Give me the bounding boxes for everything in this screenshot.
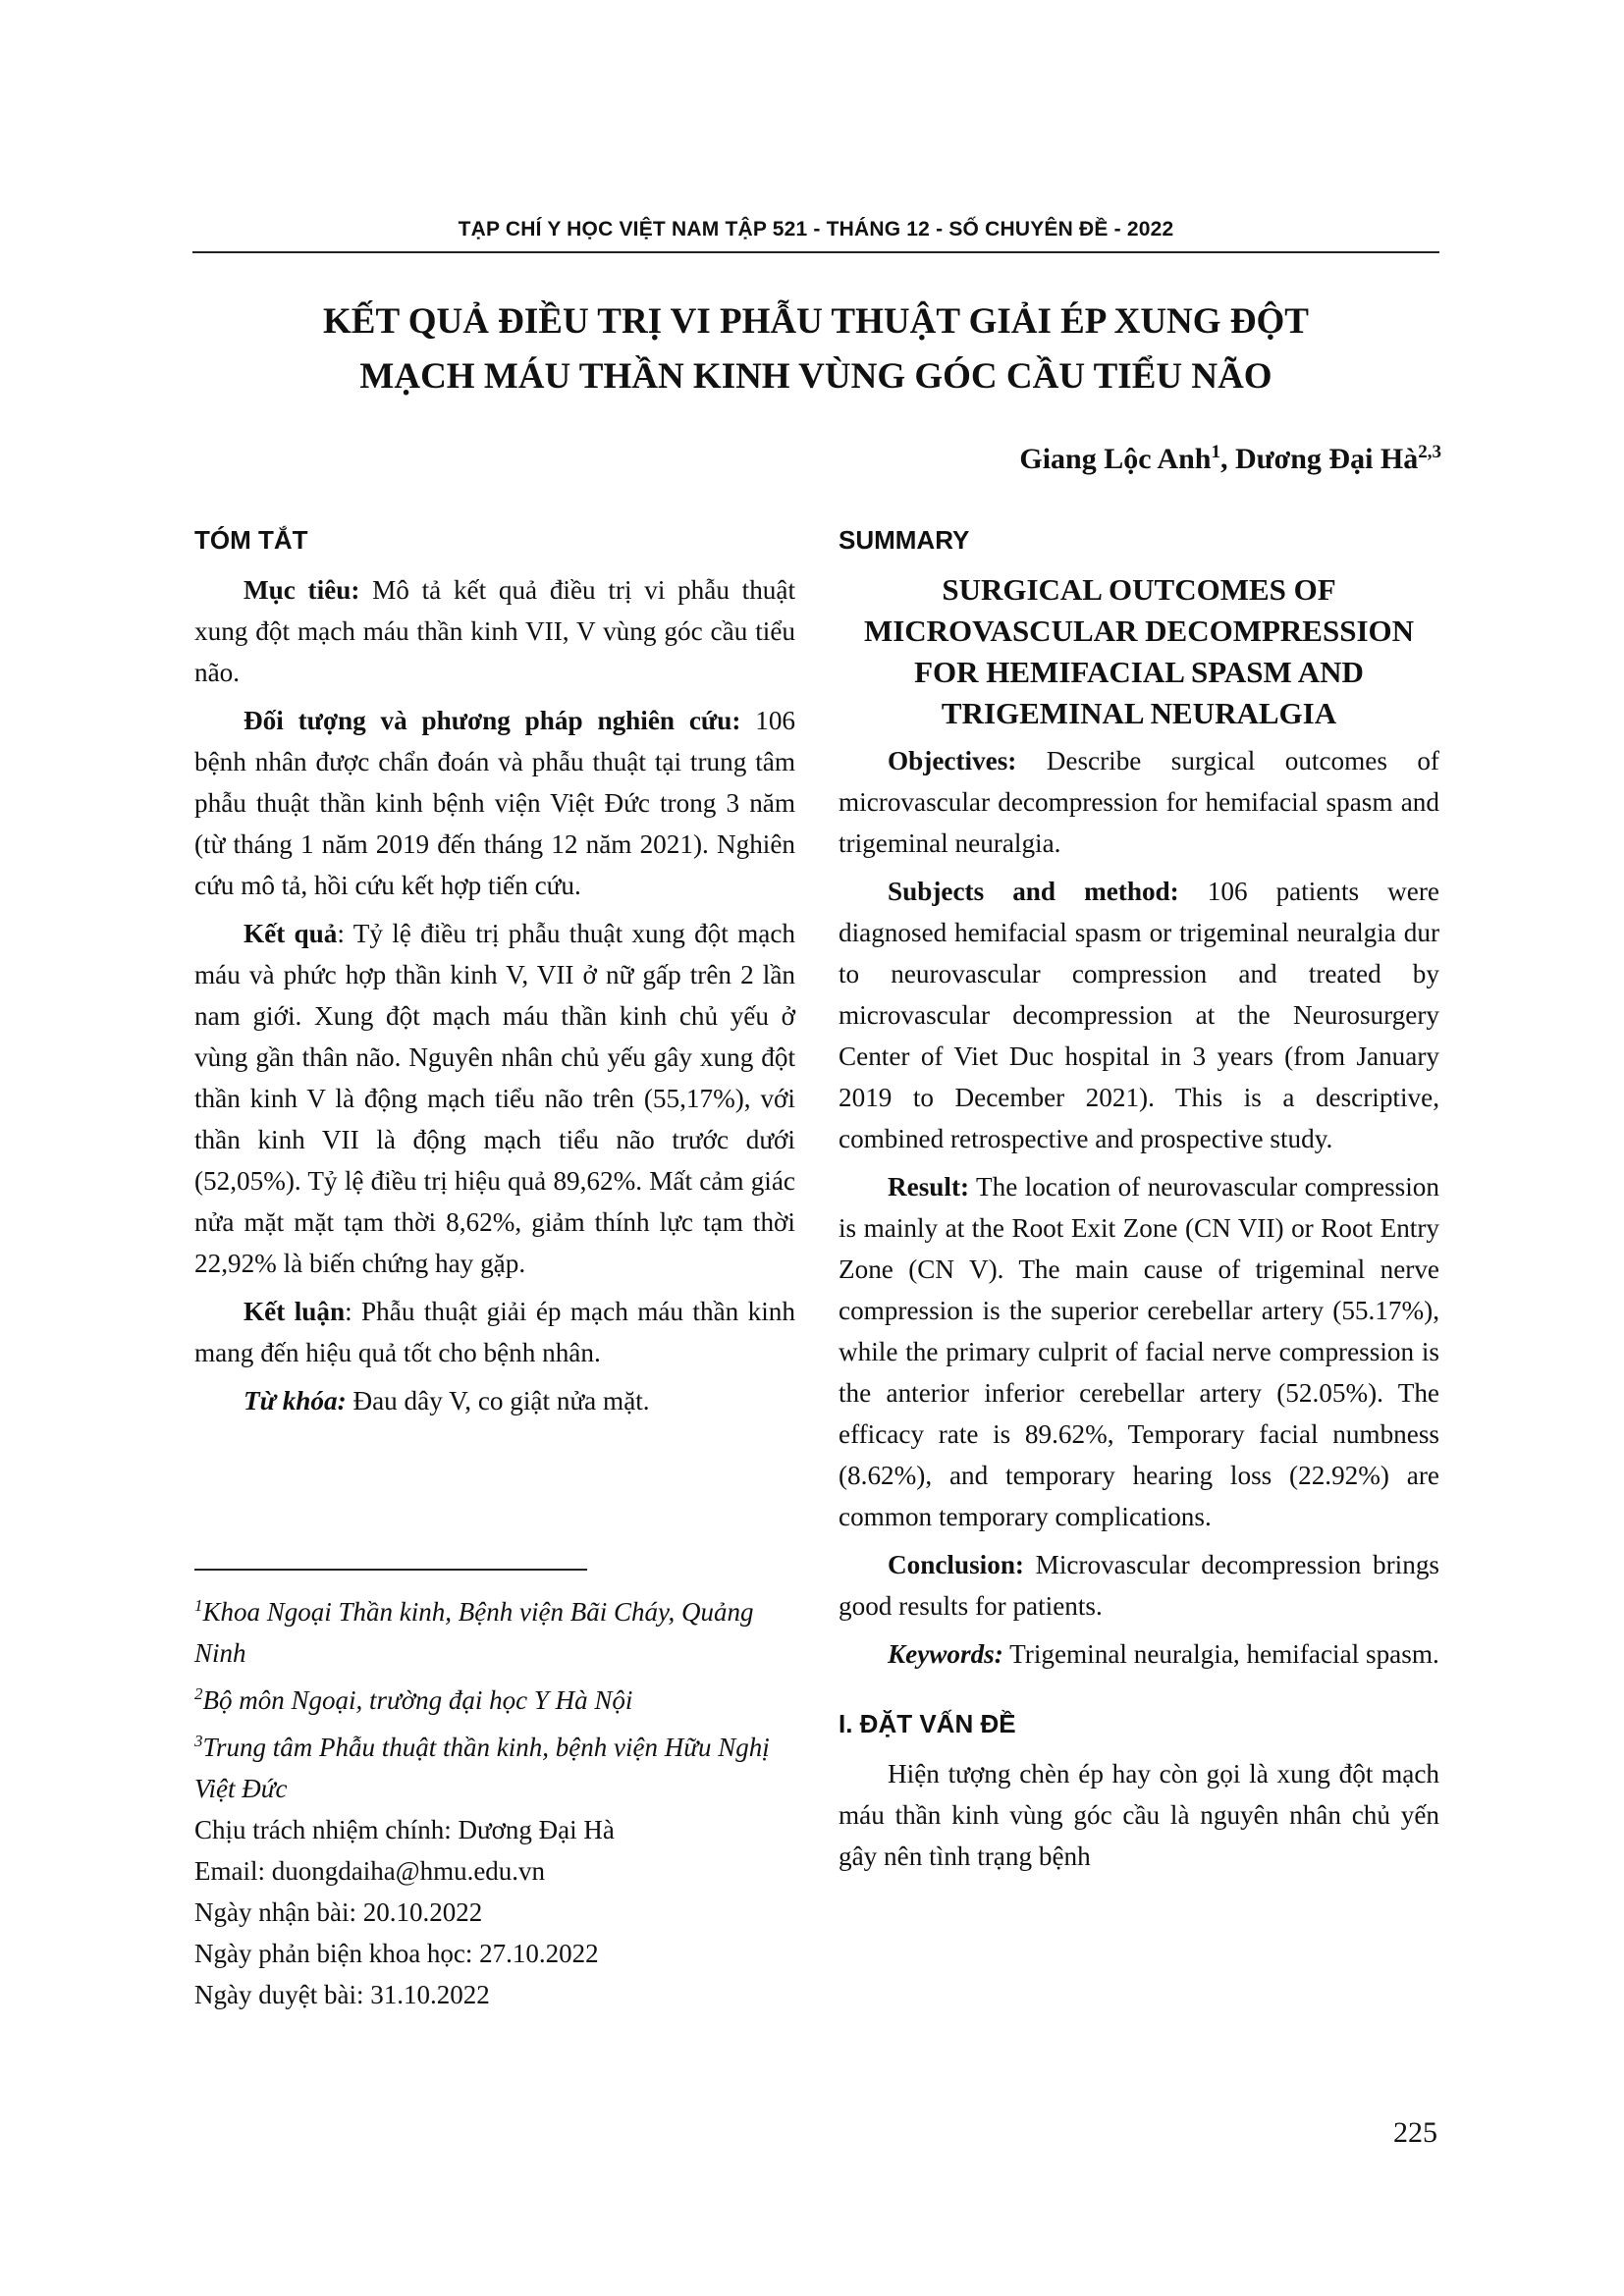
- abstract-heading-vi: TÓM TẮT: [194, 525, 308, 555]
- summary-keywords: Keywords: Trigeminal neuralgia, hemifacial spasm.: [888, 1639, 1439, 1669]
- author-1: Giang Lộc Anh: [1019, 443, 1212, 475]
- author-1-affiliation: 1: [1211, 442, 1220, 462]
- summary-subjects: Subjects and method: 106 patients were diagnosed hemifacial spasm or trigeminal neuralgia dur to neurovascular compression and treated by microvascular decompression at the Neurosurgery Center of Viet Duc hospital in 3 years (from January 2019 to December 2021). This is a descriptive, combined retrospective and prospective study.: [839, 877, 1439, 1153]
- article-title: [192, 294, 1439, 404]
- author-2: Dương Đại Hà: [1234, 443, 1419, 475]
- date-approved: Ngày duyệt bài: 31.10.2022: [194, 1980, 490, 2009]
- footnote-1: $^1$Khoa Ngoại Thần kinh, Bệnh viện Bãi Cháy, Quảng Ninh: [194, 1596, 754, 1668]
- result-label: Kết quả: [244, 919, 338, 948]
- english-title: SURGICAL OUTCOMES OF MICROVASCULAR DECOMPRESSION FOR HEMIFACIAL SPASM AND TRIGEMINAL NEURALGIA: [863, 572, 1415, 730]
- summary-objectives: Objectives: Describe surgical outcomes of microvascular decompression for hemifacial spasm and trigeminal neuralgia.: [839, 746, 1439, 858]
- conclusion-label: Kết luận: [244, 1297, 346, 1326]
- page-number: 225: [1393, 2116, 1437, 2149]
- abstract-keywords: [194, 1380, 795, 1421]
- method-text: 106 bệnh nhân được chẩn đoán và phẫu thuật tại trung tâm phẫu thuật thần kinh bệnh viện Việt Đức trong 3 năm (từ tháng 1 năm 2019 đến tháng 12 năm 2021). Nghiên cứu mô tả, hồi cứu kết hợp tiến cứu.: [194, 706, 795, 900]
- keywords-text: Đau dây V, co giật nửa mặt.: [346, 1386, 650, 1415]
- conclusion-text: : Phẫu thuật giải ép mạch máu thần kinh mang đến hiệu quả tốt cho bệnh nhân.: [194, 1297, 795, 1367]
- author-2-affiliation: 2,3: [1418, 442, 1441, 462]
- footnotes: [194, 1585, 795, 2015]
- email: Email: duongdaiha@hmu.edu.vn: [194, 1856, 546, 1886]
- author-separator: ,: [1219, 443, 1235, 475]
- intro-paragraph: Hiện tượng chèn ép hay còn gọi là xung đột mạch máu thần kinh vùng góc cầu là nguyên nhân chủ yến gây nên tình trạng bệnh: [839, 1759, 1439, 1871]
- title-line-2: MẠCH MÁU THẦN KINH VÙNG GÓC CẦU TIỂU NÃO: [359, 356, 1272, 397]
- date-reviewed: Ngày phản biện khoa học: 27.10.2022: [194, 1939, 599, 1968]
- abstract-objective: [194, 569, 795, 693]
- objective-label: Mục tiêu:: [244, 575, 360, 605]
- keywords-label: Từ khóa:: [244, 1386, 347, 1415]
- intro-heading: I. ĐẶT VẤN ĐỀ: [839, 1709, 1016, 1738]
- abstract-conclusion: [194, 1291, 795, 1373]
- abstract-result: [194, 913, 795, 1284]
- header-rule: [192, 251, 1439, 253]
- date-received: Ngày nhận bài: 20.10.2022: [194, 1897, 483, 1927]
- left-column: [194, 520, 795, 1428]
- footnote-rule: [194, 1569, 587, 1571]
- running-head: TẠP CHÍ Y HỌC VIỆT NAM TẬP 521 - THÁNG 12 - SỐ CHUYÊN ĐỀ - 2022: [458, 218, 1174, 240]
- summary-heading: SUMMARY: [839, 525, 970, 555]
- title-line-1: KẾT QUẢ ĐIỀU TRỊ VI PHẪU THUẬT GIẢI ÉP XUNG ĐỘT: [322, 301, 1309, 342]
- summary-conclusion: Conclusion: Microvascular decompression brings good results for patients.: [839, 1550, 1439, 1621]
- right-column: [839, 520, 1439, 1884]
- objective-text: Mô tả kết quả điều trị vi phẫu thuật xung đột mạch máu thần kinh VII, V vùng góc cầu tiểu não.: [194, 575, 796, 687]
- summary-result: Result: The location of neurovascular compression is mainly at the Root Exit Zone (CN VII) or Root Entry Zone (CN V). The main cause of trigeminal nerve compression is the superior cerebellar artery (55.17%), while the primary culprit of facial nerve compression is the anterior inferior cerebellar artery (52.05%). The efficacy rate is 89.62%, Temporary facial numbness (8.62%), and temporary hearing loss (22.92%) are common temporary complications.: [839, 1172, 1439, 1531]
- authors: [1019, 442, 1441, 476]
- method-label: Đối tượng và phương pháp nghiên cứu:: [244, 706, 741, 735]
- result-text: : Tỷ lệ điều trị phẫu thuật xung đột mạch máu và phức hợp thần kinh V, VII ở nữ gấp trên 2 lần nam giới. Xung đột mạch máu thần kinh chủ yếu ở vùng gần thân não. Nguyên nhân chủ yếu gây xung đột thần kinh V là động mạch tiểu não trên (55,17%), với thần kinh VII là động mạch tiểu não trước dưới (52,05%). Tỷ lệ điều trị hiệu quả 89,62%. Mất cảm giác nửa mặt mặt tạm thời 8,62%, giảm thính lực tạm thời 22,92% là biến chứng hay gặp.: [194, 919, 795, 1278]
- abstract-method: [194, 700, 795, 906]
- corresponding-author: Chịu trách nhiệm chính: Dương Đại Hà: [194, 1815, 615, 1844]
- footnote-2: $^2$Bộ môn Ngoại, trường đại học Y Hà Nội: [194, 1684, 633, 1715]
- footnote-3: $^3$Trung tâm Phẫu thuật thần kinh, bệnh viện Hữu Nghị Việt Đức: [194, 1732, 770, 1803]
